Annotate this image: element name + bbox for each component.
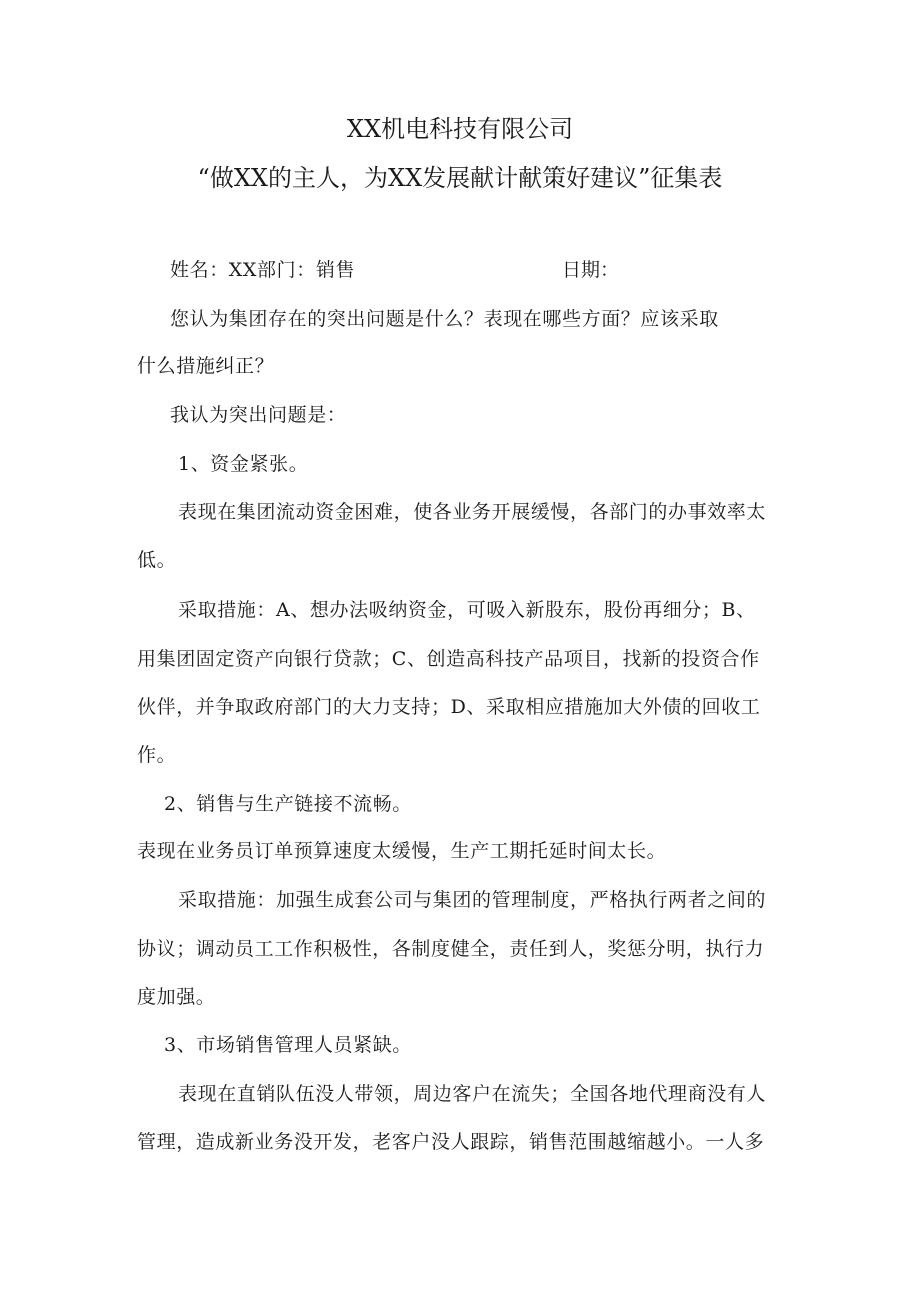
company-title: XX机电科技有限公司 [346, 115, 574, 143]
question-line-1: 您认为集团存在的突出问题是什么？表现在哪些方面？应该采取 [170, 308, 719, 330]
item1-title: 1、资金紧张。 [178, 453, 309, 475]
item3-title: 3、市场销售管理人员紧缺。 [164, 1034, 412, 1056]
form-subtitle: “做XX的主人，为XX发展献计献策好建议”征集表 [197, 164, 723, 192]
item2-measure-line-1: 采取措施：加强生成套公司与集团的管理制度，严格执行两者之间的 [178, 889, 767, 911]
date-field: 日期： [562, 259, 620, 281]
name-dept-field: 姓名：XX部门：销售 [170, 259, 356, 281]
item1-desc-line-2: 低。 [137, 549, 177, 571]
item1-measure-line-1: 采取措施：A、想办法吸纳资金，可吸入新股东，股份再细分；B、 [178, 599, 756, 621]
intro-text: 我认为突出问题是： [170, 404, 347, 426]
item2-measure-line-3: 度加强。 [137, 986, 216, 1008]
item2-desc: 表现在业务员订单预算速度太缓慢，生产工期托延时间太长。 [137, 840, 667, 862]
item2-measure-line-2: 协议；调动员工工作积极性，各制度健全，责任到人，奖惩分明，执行力 [137, 938, 765, 960]
item1-desc-line-1: 表现在集团流动资金困难，使各业务开展缓慢，各部门的办事效率太 [178, 501, 767, 523]
item3-desc-line-2: 管理，造成新业务没开发，老客户没人跟踪，销售范围越缩越小。一人多 [137, 1131, 765, 1153]
item1-measure-line-3: 伙伴，并争取政府部门的大力支持；D、采取相应措施加大外债的回收工 [137, 696, 761, 718]
item2-title: 2、销售与生产链接不流畅。 [164, 793, 412, 815]
item1-measure-line-2: 用集团固定资产向银行贷款；C、创造高科技产品项目，找新的投资合作 [137, 648, 760, 670]
item1-measure-line-4: 作。 [137, 744, 177, 766]
item3-desc-line-1: 表现在直销队伍没人带领，周边客户在流失；全国各地代理商没有人 [178, 1083, 767, 1105]
question-line-2: 什么措施纠正？ [137, 355, 275, 377]
